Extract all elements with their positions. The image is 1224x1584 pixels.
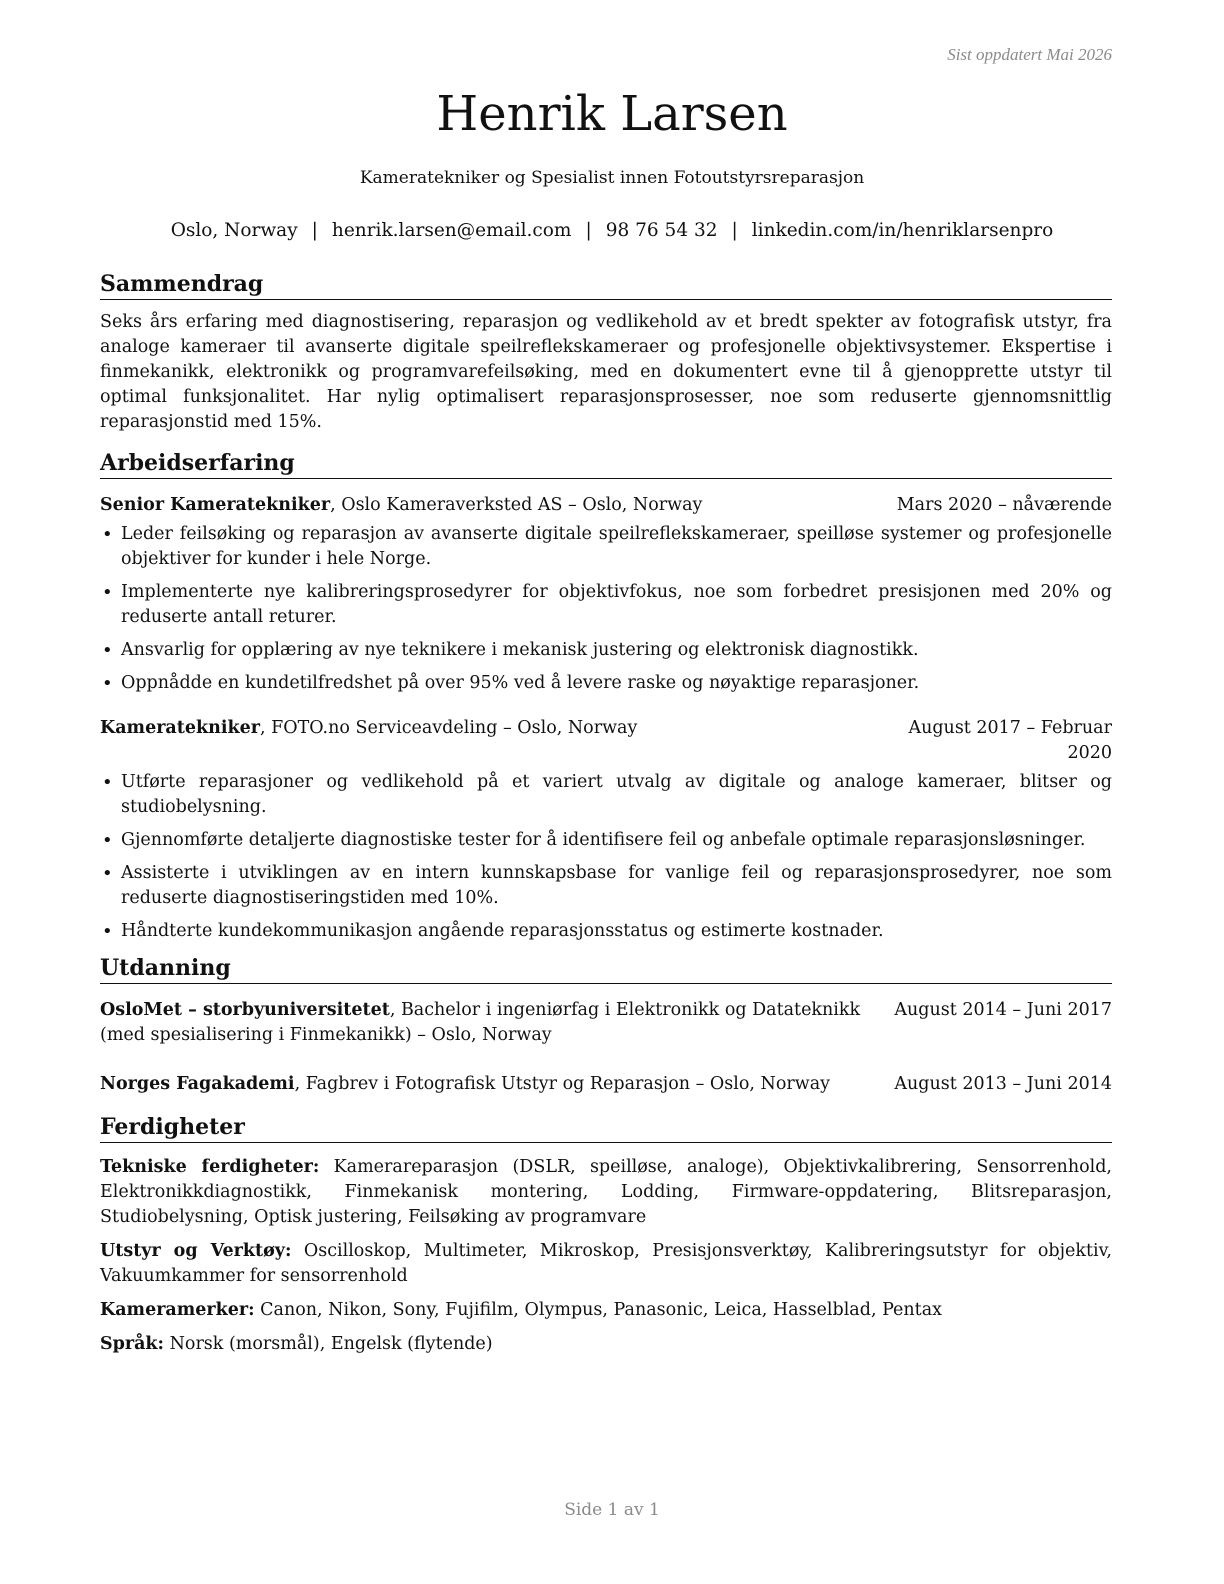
contact-separator: | <box>731 220 738 241</box>
skill-label: Kameramerker: <box>100 1300 255 1320</box>
skill-value: Kamerareparasjon (DSLR, speilløse, analoge), Objektivkalibrering, Sensorrenhold, Elektronikkdiagnostikk, Finmekanisk montering, Lodding, Firmware-oppdatering, Blitsreparasjon, Studiobelysning, Optisk justering, Feilsøking av programvare <box>100 1157 1112 1227</box>
contact-separator: | <box>311 220 318 241</box>
section-title-experience: Arbeidserfaring <box>100 449 1112 479</box>
contact-phone: 98 76 54 32 <box>605 220 718 241</box>
education-detail: , Bachelor i ingeniørfag i Elektronikk og Datateknikk (med spesialisering i Finmekanikk) – Oslo, Norway <box>100 1000 861 1045</box>
contact-separator: | <box>585 220 592 241</box>
summary-text: Seks års erfaring med diagnostisering, reparasjon og vedlikehold av et bredt spekter av fotografisk utstyr, fra analoge kameraer til avanserte digitale speilreflekskameraer og profesjonelle objektivsystemer. Ekspertise i finmekanikk, elektronikk og programvarefeilsøking, med en dokumentert evne til å gjenopprette utstyr til optimal funksjonalitet. Har nylig optimalisert reparasjonsprosesser, noe som reduserte gjennomsnittlig reparasjonstid med 15%. <box>100 312 1112 432</box>
contact-linkedin-link[interactable]: linkedin.com/in/henriklarsenpro <box>751 220 1054 241</box>
education-entry <box>100 1072 1112 1097</box>
skill-row <box>100 1155 1112 1230</box>
section-title-skills: Ferdigheter <box>100 1113 1112 1143</box>
job-entry <box>100 716 1112 944</box>
bullet-item: • Assisterte i utviklingen av en intern kunnskapsbase for vanlige feil og reparasjonsprosedyrer, noe som reduserte diagnostiseringstiden med 10%. <box>100 861 1112 911</box>
job-entry <box>100 493 1112 696</box>
skill-label: Utstyr og Verktøy: <box>100 1241 292 1261</box>
job-role: Kameratekniker <box>100 718 260 738</box>
contact-line <box>0 220 1224 241</box>
job-title-line <box>100 716 872 766</box>
contact-location: Oslo, Norway <box>170 220 298 241</box>
bullet-item: • Oppnådde en kundetilfredshet på over 95% ved å levere raske og nøyaktige reparasjoner. <box>100 671 1112 696</box>
bullet-item: • Gjennomførte detaljerte diagnostiske tester for å identifisere feil og anbefale optimale reparasjonsløsninger. <box>100 828 1112 853</box>
job-org: , FOTO.no Serviceavdeling – Oslo, Norway <box>259 718 638 738</box>
job-dates: Mars 2020 – nåværende <box>896 495 1112 515</box>
education-school: Norges Fagakademi <box>100 1074 295 1094</box>
skill-value: Canon, Nikon, Sony, Fujifilm, Olympus, Panasonic, Leica, Hasselblad, Pentax <box>254 1300 943 1320</box>
education-dates: August 2013 – Juni 2014 <box>894 1074 1112 1094</box>
skill-row <box>100 1298 1112 1323</box>
section-title-summary: Sammendrag <box>100 270 1112 300</box>
page-number-footer: Side 1 av 1 <box>564 1500 660 1520</box>
skill-row <box>100 1332 1112 1357</box>
summary-section <box>100 270 1112 435</box>
skill-label: Tekniske ferdigheter: <box>100 1157 320 1177</box>
education-title-line <box>100 1072 894 1097</box>
bullet-item: • Implementerte nye kalibreringsprosedyrer for objektivfokus, noe som forbedret presisjonen med 20% og reduserte antall returer. <box>100 580 1112 630</box>
job-subtitle: Kameratekniker og Spesialist innen Fotoutstyrsreparasjon <box>359 168 865 188</box>
skill-value: Norsk (morsmål), Engelsk (flytende) <box>164 1334 493 1354</box>
education-dates: August 2014 – Juni 2017 <box>894 1000 1112 1020</box>
education-detail: , Fagbrev i Fotografisk Utstyr og Reparasjon – Oslo, Norway <box>294 1074 831 1094</box>
skill-value: Oscilloskop, Multimeter, Mikroskop, Presisjonsverktøy, Kalibreringsutstyr for objektiv, Vakuumkammer for sensorrenhold <box>100 1241 1112 1286</box>
job-role: Senior Kameratekniker <box>100 495 331 515</box>
skill-row <box>100 1239 1112 1289</box>
bullet-item: • Leder feilsøking og reparasjon av avanserte digitale speilreflekskameraer, speilløse systemer og profesjonelle objektiver for kunder i hele Norge. <box>100 522 1112 572</box>
job-dates: August 2017 – Februar 2020 <box>908 718 1112 763</box>
contact-email-link[interactable]: henrik.larsen@email.com <box>331 220 572 241</box>
job-bullets <box>100 770 1112 944</box>
bullet-item: • Ansvarlig for opplæring av nye teknikere i mekanisk justering og elektronisk diagnostikk. <box>100 638 1112 663</box>
last-updated-note: Sist oppdatert Mai 2026 <box>947 45 1112 64</box>
job-org: , Oslo Kameraverksted AS – Oslo, Norway <box>330 495 703 515</box>
education-section <box>100 954 1112 1097</box>
job-header <box>100 493 1112 518</box>
job-bullets <box>100 522 1112 696</box>
education-title-line <box>100 998 894 1048</box>
education-school: OsloMet – storbyuniversitetet <box>100 1000 390 1020</box>
section-title-education: Utdanning <box>100 954 1112 984</box>
skill-label: Språk: <box>100 1334 165 1354</box>
job-header <box>100 716 1112 766</box>
job-title-line <box>100 493 897 518</box>
education-entry <box>100 998 1112 1048</box>
bullet-item: • Håndterte kundekommunikasjon angående reparasjonsstatus og estimerte kostnader. <box>100 919 1112 944</box>
bullet-item: • Utførte reparasjoner og vedlikehold på et variert utvalg av digitale og analoge kameraer, blitser og studiobelysning. <box>100 770 1112 820</box>
resume-content <box>100 270 1112 1366</box>
experience-section <box>100 449 1112 944</box>
candidate-name: Henrik Larsen <box>436 86 788 142</box>
skills-section <box>100 1113 1112 1357</box>
